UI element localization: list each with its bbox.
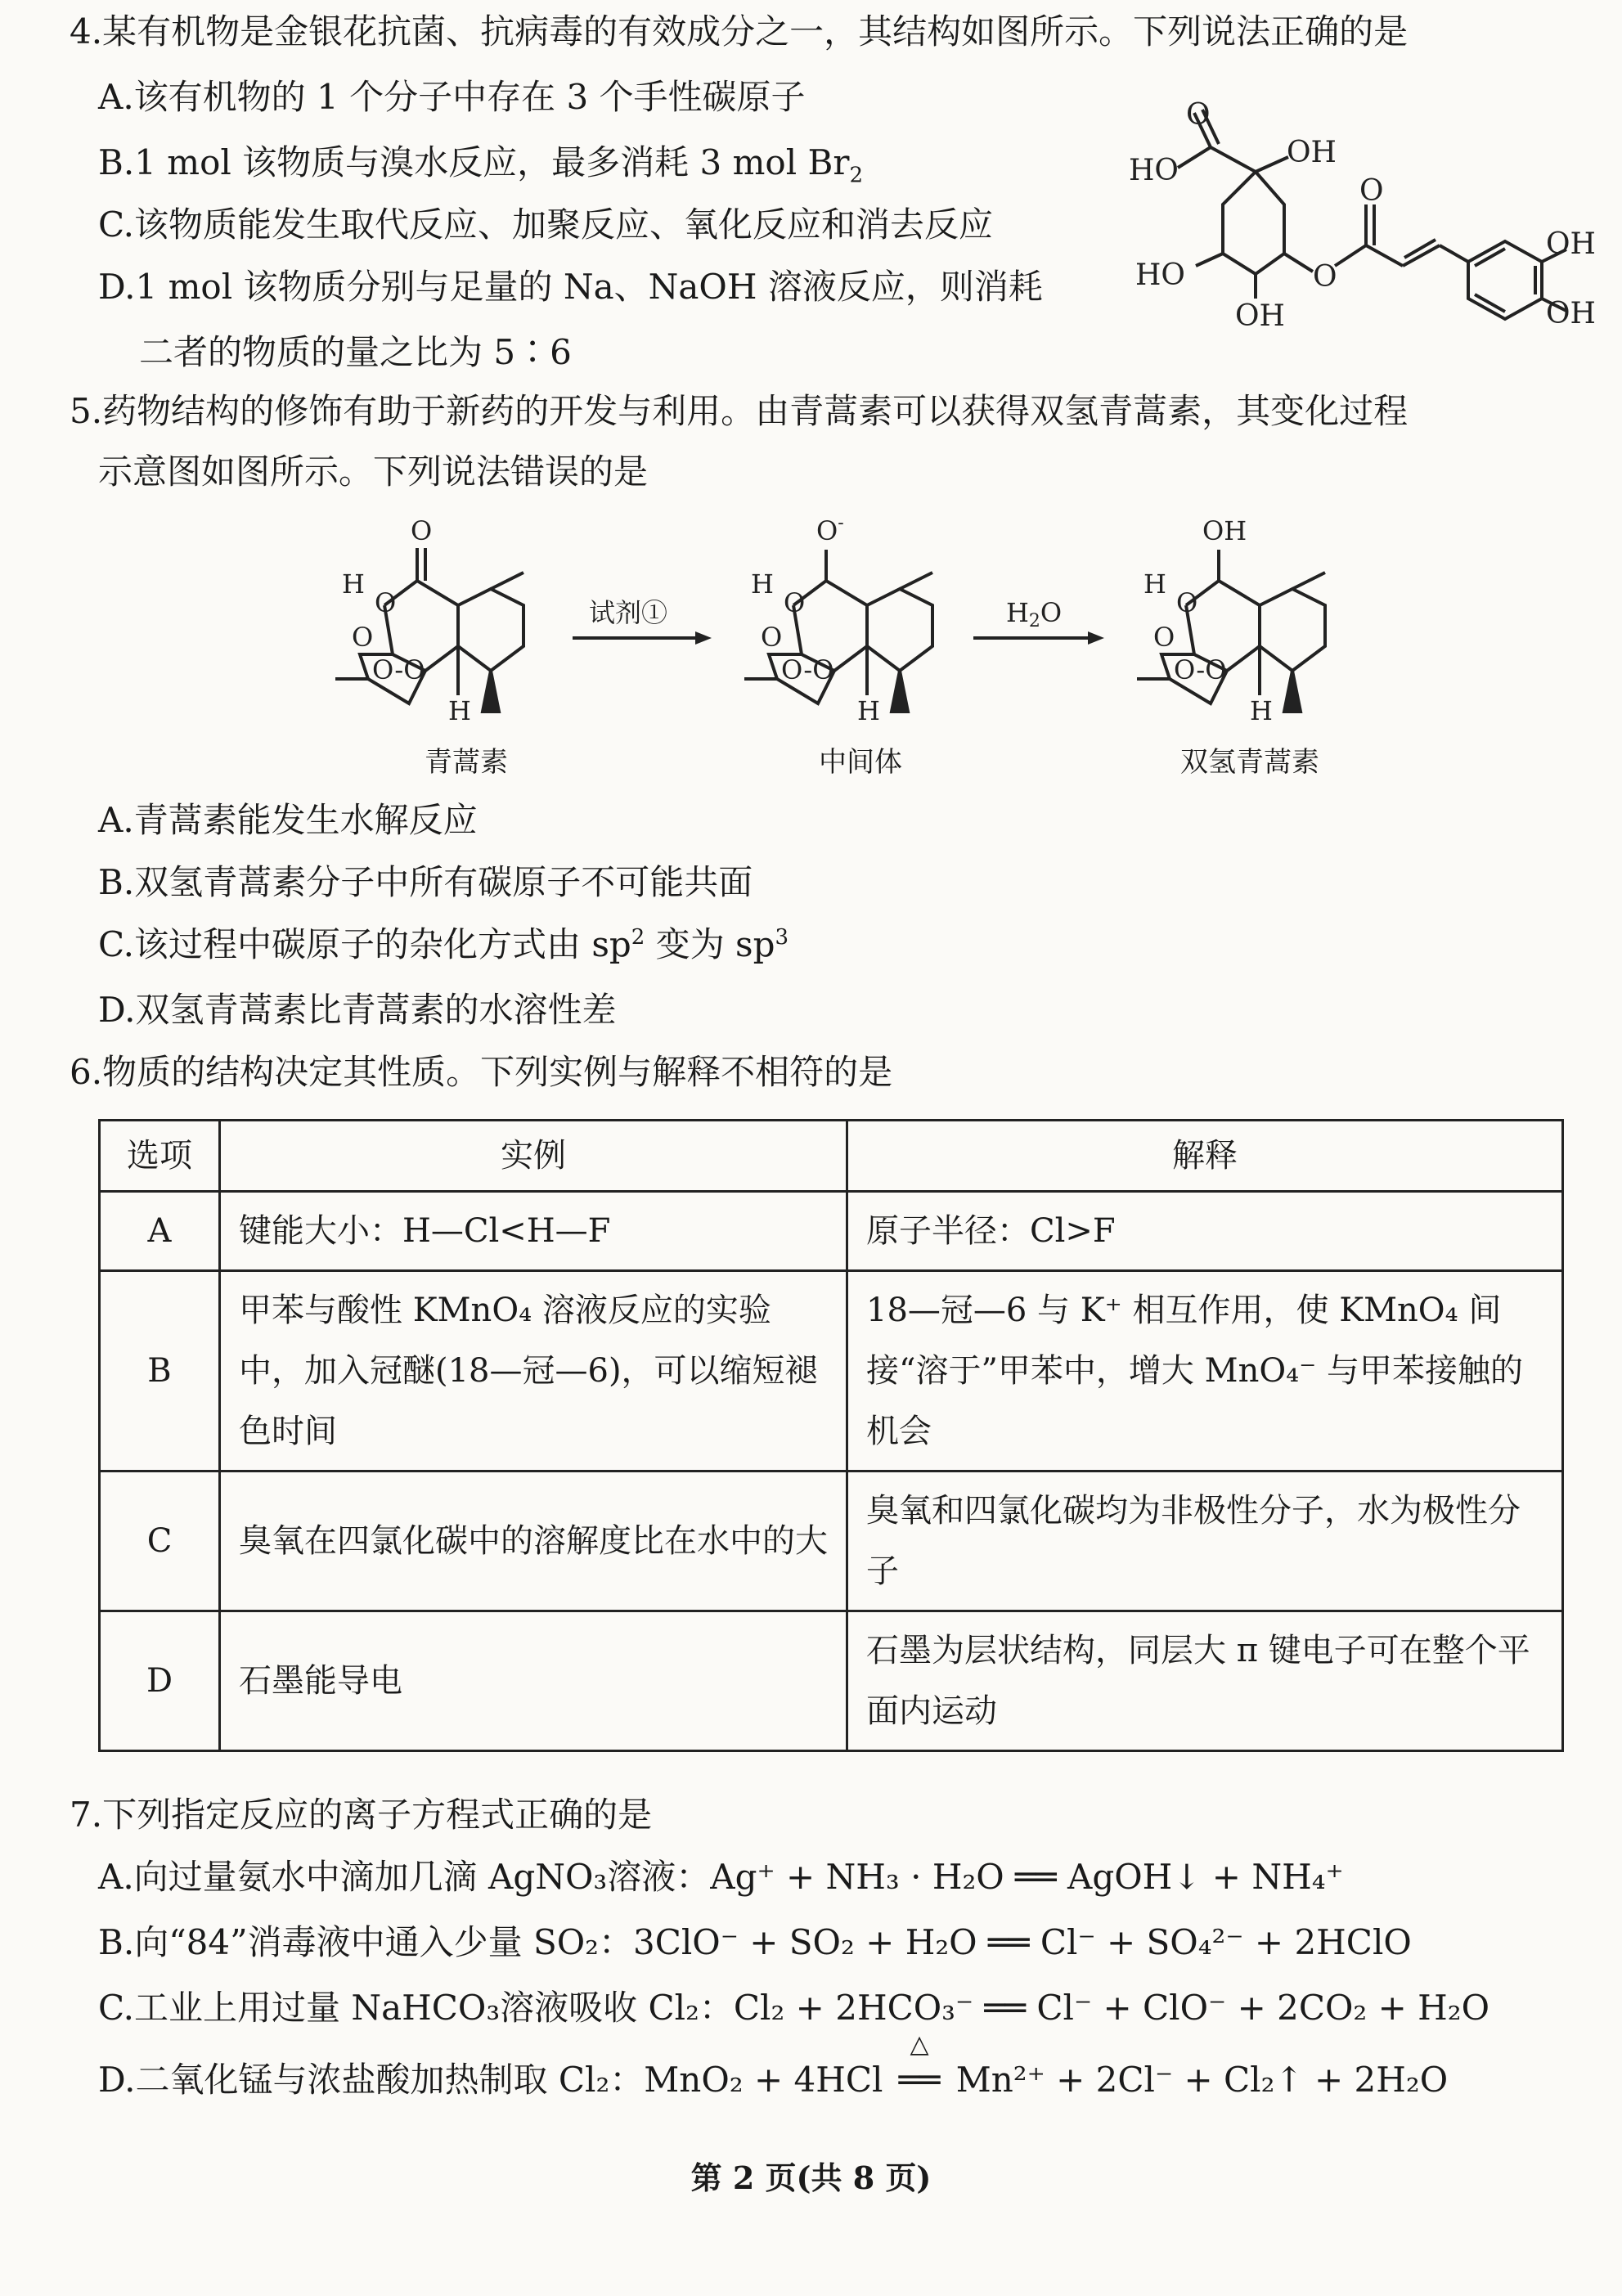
q4-option-c: C.该物质能发生取代反应、加聚反应、氧化反应和消去反应: [98, 204, 993, 245]
q4-atom-o: O: [1186, 98, 1211, 132]
table-row: [100, 1192, 1563, 1271]
label-artemisinin: 青蒿素: [425, 746, 508, 779]
header-example: 实例: [220, 1121, 847, 1192]
m2-atom-h-bottom: H: [857, 695, 880, 726]
q5-stem-line1: 5.药物结构的修饰有助于新药的开发与利用。由青蒿素可以获得双氢青蒿素，其变化过程: [70, 391, 1409, 431]
q4-option-a: A.该有机物的 1 个分子中存在 3 个手性碳原子: [98, 77, 806, 117]
q5-option-a: A.青蒿素能发生水解反应: [98, 800, 478, 840]
row-option: B: [100, 1271, 220, 1472]
row-option: D: [100, 1611, 220, 1751]
m2-atom-peroxide: O-O: [781, 654, 834, 685]
q7-d-heat-arrow: △ ══: [898, 2030, 941, 2100]
m1-atom-o-ring: O: [375, 587, 397, 618]
q7-option-c: C.工业上用过量 NaHCO₃溶液吸收 Cl₂：Cl₂ + 2HCO₃⁻ ══ Cl⁻ + ClO⁻ + 2CO₂ + H₂O: [98, 1988, 1490, 2028]
q7-option-b: B.向“84”消毒液中通入少量 SO₂：3ClO⁻ + SO₂ + H₂O ══ Cl⁻ + SO₄²⁻ + 2HClO: [98, 1922, 1412, 1962]
m1-atom-o-top: O: [411, 515, 433, 546]
q7-option-a: A.向过量氨水中滴加几滴 AgNO₃溶液：Ag⁺ + NH₃ · H₂O ══ AgOH↓ + NH₄⁺: [98, 1857, 1344, 1897]
label-dihydroartemisinin: 双氢青蒿素: [1180, 746, 1319, 779]
m3-atom-h-top: H: [1143, 568, 1166, 600]
arrow2-label: H2O: [1006, 597, 1063, 631]
q4-atom-oh-r2: OH: [1546, 297, 1596, 330]
q4-atom-ho: HO: [1129, 154, 1179, 187]
q4-atom-oh-bottom: OH: [1235, 299, 1285, 333]
table-row: [100, 1271, 1563, 1472]
row-example: 甲苯与酸性 KMnO₄ 溶液反应的实验中，加入冠醚(18—冠—6)，可以缩短褪色时间: [220, 1271, 847, 1472]
m1-atom-h-bottom: H: [448, 695, 471, 726]
q4-option-d-line2: 二者的物质的量之比为 5∶6: [139, 332, 572, 372]
table-row: [100, 1472, 1563, 1611]
page-footer: 第 2 页(共 8 页): [690, 2159, 932, 2196]
q4-stem: 4.某有机物是金银花抗菌、抗病毒的有效成分之一，其结构如图所示。下列说法正确的是: [70, 11, 1409, 52]
label-intermediate: 中间体: [819, 746, 902, 779]
q5-option-c: C.该过程中碳原子的杂化方式由 $sp^2$ 变为 $sp^3$: [98, 924, 789, 964]
q5-option-b: B.双氢青蒿素分子中所有碳原子不可能共面: [98, 862, 753, 902]
q5-stem-line2: 示意图如图所示。下列说法错误的是: [98, 452, 649, 492]
q4-atom-o-carbonyl: O: [1359, 174, 1384, 208]
table-header-row: [100, 1121, 1563, 1192]
q5-reaction-scheme: [319, 515, 1382, 744]
m1-atom-peroxide: O-O: [372, 654, 425, 685]
row-option: C: [100, 1472, 220, 1611]
row-option: A: [100, 1192, 220, 1271]
m3-atom-o-left: O: [1153, 622, 1175, 653]
q4-atom-oh: OH: [1287, 136, 1337, 169]
m3-atom-oh: OH: [1202, 515, 1247, 546]
m2-atom-o-left: O: [761, 622, 783, 653]
row-example: 石墨能导电: [220, 1611, 847, 1751]
row-example: 臭氧在四氯化碳中的溶解度比在水中的大: [220, 1472, 847, 1611]
q4-option-d-line1: D.1 mol 该物质分别与足量的 Na、NaOH 溶液反应，则消耗: [98, 267, 1043, 307]
row-explanation: 石墨为层状结构，同层大 π 键电子可在整个平面内运动: [847, 1611, 1563, 1751]
q6-table: [98, 1119, 1564, 1752]
row-explanation: 原子半径：Cl>F: [847, 1192, 1563, 1271]
q7-stem: 7.下列指定反应的离子方程式正确的是: [70, 1795, 653, 1835]
row-explanation: 18—冠—6 与 K⁺ 相互作用，使 KMnO₄ 间接“溶于”甲苯中，增大 MnO₄⁻ 与甲苯接触的机会: [847, 1271, 1563, 1472]
q4-molecule-structure: [1121, 98, 1596, 333]
m2-atom-o-minus: O-: [816, 513, 844, 546]
q7-option-d: D.二氧化锰与浓盐酸加热制取 Cl₂：MnO₂ + 4HCl △ ══ Mn²⁺ + 2Cl⁻ + Cl₂↑ + 2H₂O: [98, 2030, 1449, 2100]
q4-atom-o-ester-link: O: [1313, 260, 1337, 294]
m2-atom-h-top: H: [751, 568, 774, 600]
q4-option-b: B.1 mol 该物质与溴水反应，最多消耗 3 mol $Br_2$: [98, 142, 864, 188]
m1-atom-h-top: H: [342, 568, 365, 600]
q4-atom-ho2: HO: [1135, 258, 1185, 292]
row-example: 键能大小：H—Cl<H—F: [220, 1192, 847, 1271]
q4-atom-oh-r1: OH: [1546, 227, 1596, 261]
q5-option-d: D.双氢青蒿素比青蒿素的水溶性差: [98, 990, 617, 1030]
m3-atom-peroxide: O-O: [1174, 654, 1227, 685]
header-option: 选项: [100, 1121, 220, 1192]
m3-atom-h-bottom: H: [1250, 695, 1273, 726]
row-explanation: 臭氧和四氯化碳均为非极性分子，水为极性分子: [847, 1472, 1563, 1611]
m1-atom-o-left: O: [352, 622, 374, 653]
arrow1-label: 试剂①: [589, 597, 668, 628]
m2-atom-o-ring: O: [784, 587, 806, 618]
q6-stem: 6.物质的结构决定其性质。下列实例与解释不相符的是: [70, 1052, 893, 1092]
table-row: [100, 1611, 1563, 1751]
header-explanation: 解释: [847, 1121, 1563, 1192]
m3-atom-o-ring: O: [1176, 587, 1198, 618]
